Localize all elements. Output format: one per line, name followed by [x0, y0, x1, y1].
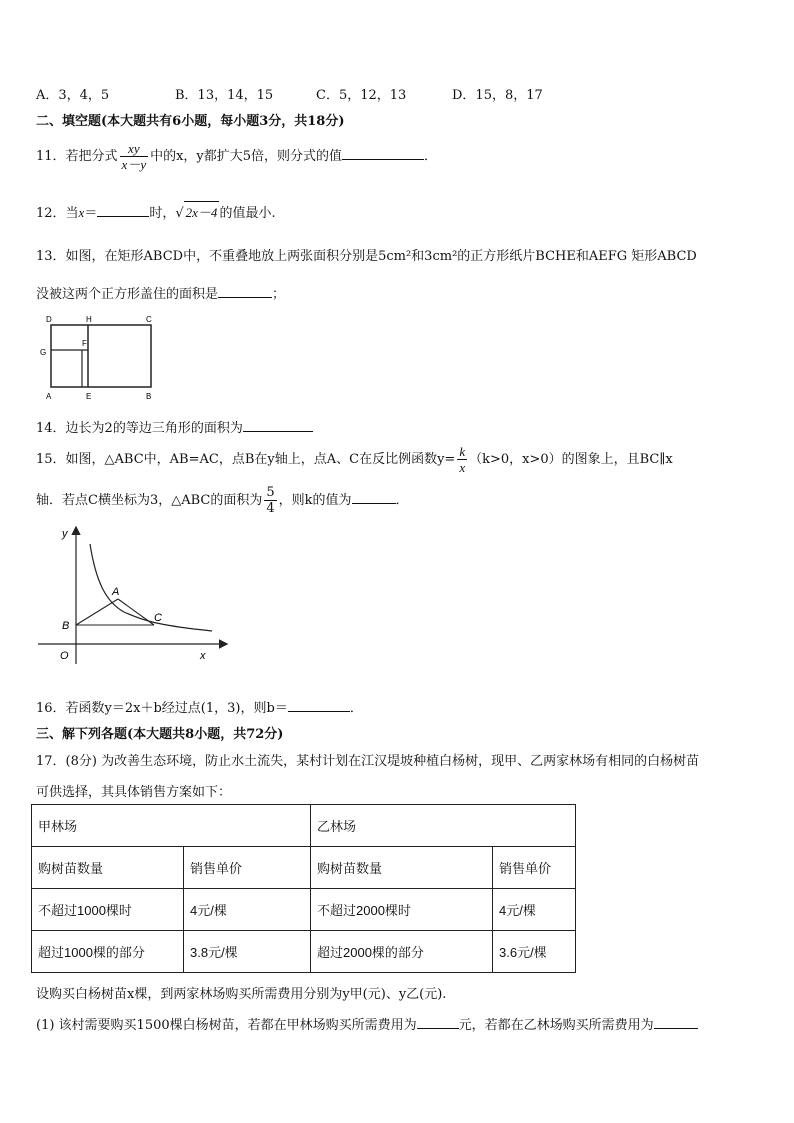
q11-denominator: x－y — [121, 157, 147, 172]
q11-fraction — [120, 141, 149, 172]
option-c: C．5，12，13 — [316, 88, 407, 103]
q15-fraction — [457, 444, 467, 475]
segment-ba — [76, 599, 118, 625]
section-2-header: 二、填空题(本大题共有6小题，每小题3分，共18分) — [36, 114, 345, 129]
label-c: C — [146, 315, 152, 324]
table-cell: 不超过1000棵时 — [32, 889, 184, 931]
q12-suffix: 的值最小. — [219, 206, 276, 221]
q14-text: 14．边长为2的等边三角形的面积为 — [36, 421, 243, 436]
q15-line2-suffix: ，则k的值为 — [278, 493, 352, 508]
section-3-header: 三、解下列各题(本大题共8小题，共72分) — [36, 727, 284, 742]
farm-a-header: 甲林场 — [32, 805, 311, 847]
q17-part1-b: 元，若都在乙林场购买所需费用为 — [458, 1018, 654, 1033]
q12-answer-blank — [97, 204, 149, 217]
q15-area-fraction — [264, 485, 276, 516]
option-b: B．13，14，15 — [175, 88, 274, 103]
question-16 — [36, 697, 363, 716]
farm-a-price-header: 销售单价 — [184, 847, 311, 889]
table-cell: 3.8元/棵 — [184, 931, 311, 973]
option-a: A．3，4，5 — [36, 88, 110, 103]
question-15-line-1 — [36, 444, 673, 475]
q15-suffix: （k>0，x>0）的图象上，且BC∥x — [469, 452, 673, 467]
table-row — [32, 931, 576, 973]
label-h: H — [86, 315, 92, 324]
option-d: D．15，8，17 — [452, 88, 543, 103]
figure-13-rectangle — [34, 311, 160, 403]
question-17-line-2: 可供选择，其具体销售方案如下： — [36, 785, 232, 800]
q13-answer-blank — [218, 285, 272, 298]
q15-answer-blank — [352, 491, 396, 504]
q15-area-numerator: 5 — [266, 485, 275, 500]
q11-suffix: 中的x，y都扩大5倍，则分式的值 — [150, 149, 343, 164]
q11-numerator: xy — [120, 141, 149, 157]
q12-mid: 时， — [149, 206, 176, 221]
label-a: A — [46, 392, 52, 401]
question-11 — [36, 141, 437, 172]
hyperbola-curve — [90, 544, 212, 631]
question-13-line-1: 13．如图，在矩形ABCD中，不重叠地放上两张面积分别是5cm²和3cm²的正方形纸片BCHE和AEFG 矩形ABCD — [36, 249, 697, 264]
figure-15-graph — [34, 522, 230, 670]
q15-line2-end: ． — [395, 493, 409, 508]
question-14 — [36, 417, 313, 436]
q11-answer-blank — [342, 147, 424, 160]
label-a: A — [112, 586, 120, 598]
table-row — [32, 889, 576, 931]
q13-text: 没被这两个正方形盖住的面积是 — [36, 287, 219, 302]
q16-end: ． — [349, 701, 363, 716]
q11-prefix: 11．若把分式 — [36, 149, 118, 164]
q16-answer-blank — [288, 699, 350, 712]
table-cell: 超过1000棵的部分 — [32, 931, 184, 973]
sqrt-sign: √ — [175, 206, 184, 221]
label-d: D — [46, 315, 52, 324]
q17-part1-a: (1) 该村需要购买1500棵白杨树苗，若都在甲林场购买所需费用为 — [36, 1018, 417, 1033]
label-o: O — [60, 650, 69, 662]
table-subheader-row — [32, 847, 576, 889]
q15-area-denominator: 4 — [266, 501, 275, 516]
q17-blank-a — [417, 1016, 459, 1029]
q13-end: ； — [272, 287, 286, 302]
q16-text: 16．若函数y＝2x＋b经过点(1，3)，则b＝ — [36, 701, 288, 716]
q11-end: ． — [424, 149, 438, 164]
q14-answer-blank — [243, 419, 313, 432]
label-b: B — [146, 392, 152, 401]
q12-variable: x — [78, 205, 85, 220]
q12-radicand: 2x－4 — [184, 201, 220, 221]
table-cell: 不超过2000棵时 — [311, 889, 493, 931]
farm-a-qty-header: 购树苗数量 — [32, 847, 184, 889]
label-g: G — [40, 348, 47, 357]
label-c: C — [154, 612, 162, 624]
label-y: y — [62, 528, 68, 540]
question-17-after-table: 设购买白杨树苗x棵，到两家林场购买所需费用分别为y甲(元)、y乙(元). — [36, 987, 447, 1002]
rect-abcd — [51, 325, 151, 387]
label-b: B — [62, 620, 70, 632]
q15-numerator: k — [459, 444, 466, 459]
farm-b-header: 乙林场 — [311, 805, 576, 847]
q17-blank-b — [654, 1016, 698, 1029]
label-e: E — [86, 392, 92, 401]
q15-denominator: x — [459, 460, 466, 475]
table-cell: 超过2000棵的部分 — [311, 931, 493, 973]
label-f: F — [82, 339, 87, 348]
q12-equals: ＝ — [84, 206, 98, 221]
question-13-line-2 — [36, 283, 285, 302]
q15-prefix: 15．如图，△ABC中，AB=AC，点B在y轴上，点A、C在反比例函数y= — [36, 452, 456, 467]
table-cell: 4元/棵 — [184, 889, 311, 931]
farm-b-qty-header: 购树苗数量 — [311, 847, 493, 889]
table-cell: 4元/棵 — [493, 889, 576, 931]
question-17-part-1 — [36, 1014, 698, 1033]
table-header-row — [32, 805, 576, 847]
price-table — [31, 804, 576, 973]
q12-prefix: 12．当 — [36, 206, 79, 221]
question-15-line-2 — [36, 485, 409, 516]
question-12 — [36, 201, 276, 221]
q15-line2-prefix: 轴．若点C横坐标为3，△ABC的面积为 — [36, 493, 263, 508]
question-17-line-1: 17．(8分) 为改善生态环境，防止水土流失，某村计划在江汉堤坡种植白杨树，现甲、乙两家林场有相同的白杨树苗 — [36, 754, 700, 769]
farm-b-price-header: 销售单价 — [493, 847, 576, 889]
label-x: x — [200, 650, 206, 662]
table-cell: 3.6元/棵 — [493, 931, 576, 973]
